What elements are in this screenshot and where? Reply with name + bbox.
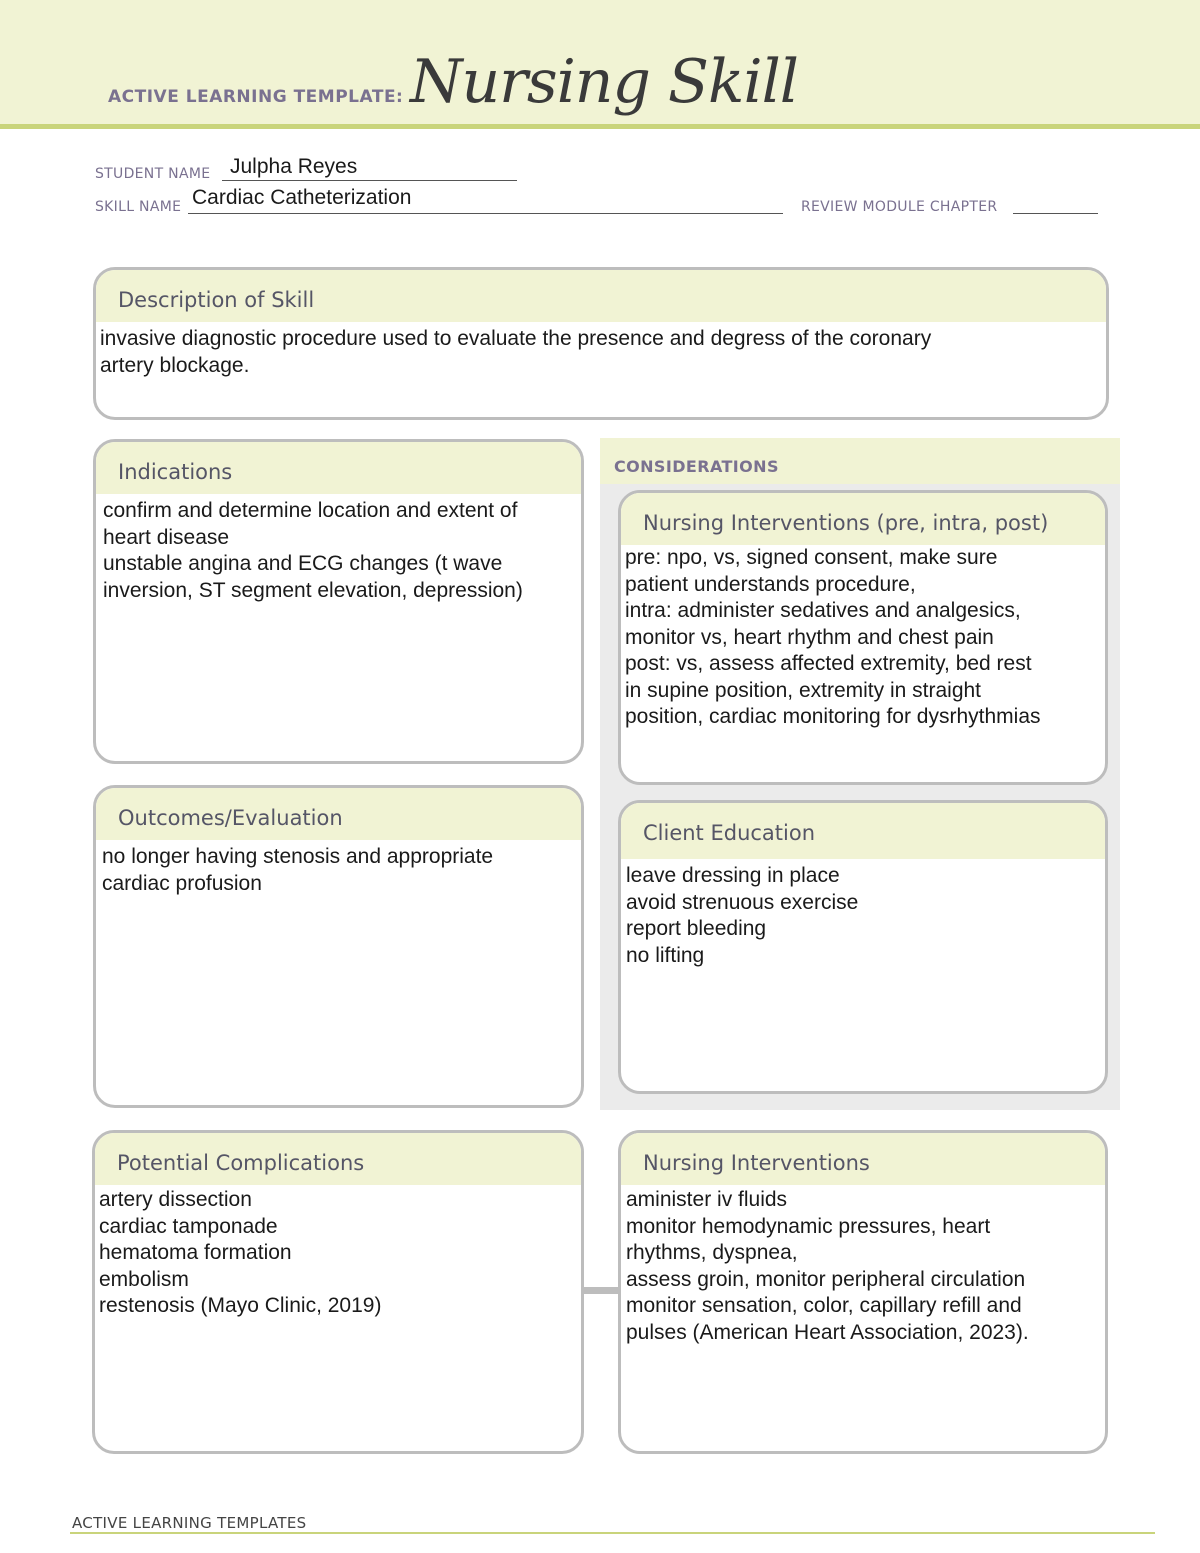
complications-line: cardiac tamponade	[99, 1214, 278, 1238]
client-education-line: no lifting	[626, 943, 705, 967]
outcomes-text[interactable]	[96, 840, 581, 897]
skill-name-field[interactable]: Cardiac Catheterization	[192, 186, 412, 209]
description-line: artery blockage.	[100, 353, 250, 377]
nursing-interventions-line: rhythms, dyspnea,	[626, 1241, 798, 1264]
outcomes-line: cardiac profusion	[102, 871, 262, 895]
complications-heading: Potential Complications	[95, 1133, 581, 1185]
indications-line: confirm and determine location and extent of	[103, 499, 518, 522]
connector-bar	[582, 1287, 622, 1294]
description-line: invasive diagnostic procedure used to evaluate the presence and degress of the coronary	[100, 327, 932, 350]
indications-line: heart disease	[103, 525, 230, 549]
nursing-interventions-line: pulses (American Heart Association, 2023).	[626, 1320, 1029, 1344]
nursing-interventions-prepost-heading: Nursing Interventions (pre, intra, post)	[621, 493, 1105, 545]
student-name-line	[222, 180, 517, 181]
description-text[interactable]	[96, 322, 1106, 379]
indications-line: inversion, ST segment elevation, depression)	[103, 578, 523, 602]
footer-label: ACTIVE LEARNING TEMPLATES	[72, 1514, 307, 1532]
client-education-line: avoid strenuous exercise	[626, 890, 859, 914]
nursing-interventions-prepost-line: post: vs, assess affected extremity, bed rest	[625, 652, 1032, 675]
description-heading: Description of Skill	[96, 270, 1106, 322]
student-name-label: STUDENT NAME	[95, 166, 211, 182]
nursing-interventions-box	[618, 1130, 1108, 1454]
complications-line: restenosis (Mayo Clinic, 2019)	[99, 1294, 382, 1317]
nursing-interventions-heading: Nursing Interventions	[621, 1133, 1105, 1185]
skill-name-line	[188, 213, 783, 214]
review-module-label: REVIEW MODULE CHAPTER	[801, 199, 998, 215]
nursing-interventions-line: monitor hemodynamic pressures, heart	[626, 1214, 991, 1238]
nursing-interventions-prepost-line: patient understands procedure,	[625, 572, 916, 596]
outcomes-line: no longer having stenosis and appropriate	[102, 845, 494, 868]
indications-heading: Indications	[96, 442, 581, 494]
skill-name-label: SKILL NAME	[95, 199, 182, 215]
nursing-interventions-prepost-line: intra: administer sedatives and analgesics,	[625, 599, 1021, 622]
template-label: ACTIVE LEARNING TEMPLATE:	[108, 87, 404, 107]
nursing-interventions-prepost-line: pre: npo, vs, signed consent, make sure	[625, 546, 998, 569]
considerations-label: CONSIDERATIONS	[614, 457, 779, 476]
nursing-interventions-line: monitor sensation, color, capillary refill and	[626, 1294, 1022, 1317]
nursing-interventions-line: aminister iv fluids	[626, 1188, 788, 1211]
footer-divider	[70, 1532, 1155, 1534]
nursing-interventions-text[interactable]	[621, 1185, 1105, 1346]
complications-box	[92, 1130, 584, 1454]
nursing-interventions-prepost-line: in supine position, extremity in straight	[625, 678, 982, 702]
nursing-interventions-prepost-line: monitor vs, heart rhythm and chest pain	[625, 625, 994, 649]
client-education-box	[618, 800, 1108, 1094]
outcomes-box	[93, 785, 584, 1108]
outcomes-heading: Outcomes/Evaluation	[96, 788, 581, 840]
nursing-interventions-prepost-text[interactable]	[621, 545, 1105, 731]
student-name-field[interactable]: Julpha Reyes	[230, 155, 358, 178]
review-module-field[interactable]	[1013, 213, 1098, 214]
client-education-heading: Client Education	[621, 803, 1105, 859]
client-education-line: report bleeding	[626, 917, 767, 940]
complications-line: artery dissection	[99, 1188, 252, 1211]
nursing-interventions-prepost-box	[618, 490, 1108, 785]
client-education-text[interactable]	[621, 859, 1105, 969]
description-box	[93, 267, 1109, 420]
indications-text[interactable]	[96, 494, 581, 604]
client-education-line: leave dressing in place	[626, 864, 840, 887]
complications-line: embolism	[99, 1267, 189, 1291]
complications-text[interactable]	[95, 1185, 581, 1320]
nursing-interventions-prepost-line: position, cardiac monitoring for dysrhythmias	[625, 705, 1041, 728]
complications-line: hematoma formation	[99, 1241, 292, 1264]
indications-box	[93, 439, 584, 764]
nursing-interventions-line: assess groin, monitor peripheral circulation	[626, 1267, 1026, 1291]
indications-line: unstable angina and ECG changes (t wave	[103, 552, 503, 575]
page-title: Nursing Skill	[410, 47, 798, 117]
